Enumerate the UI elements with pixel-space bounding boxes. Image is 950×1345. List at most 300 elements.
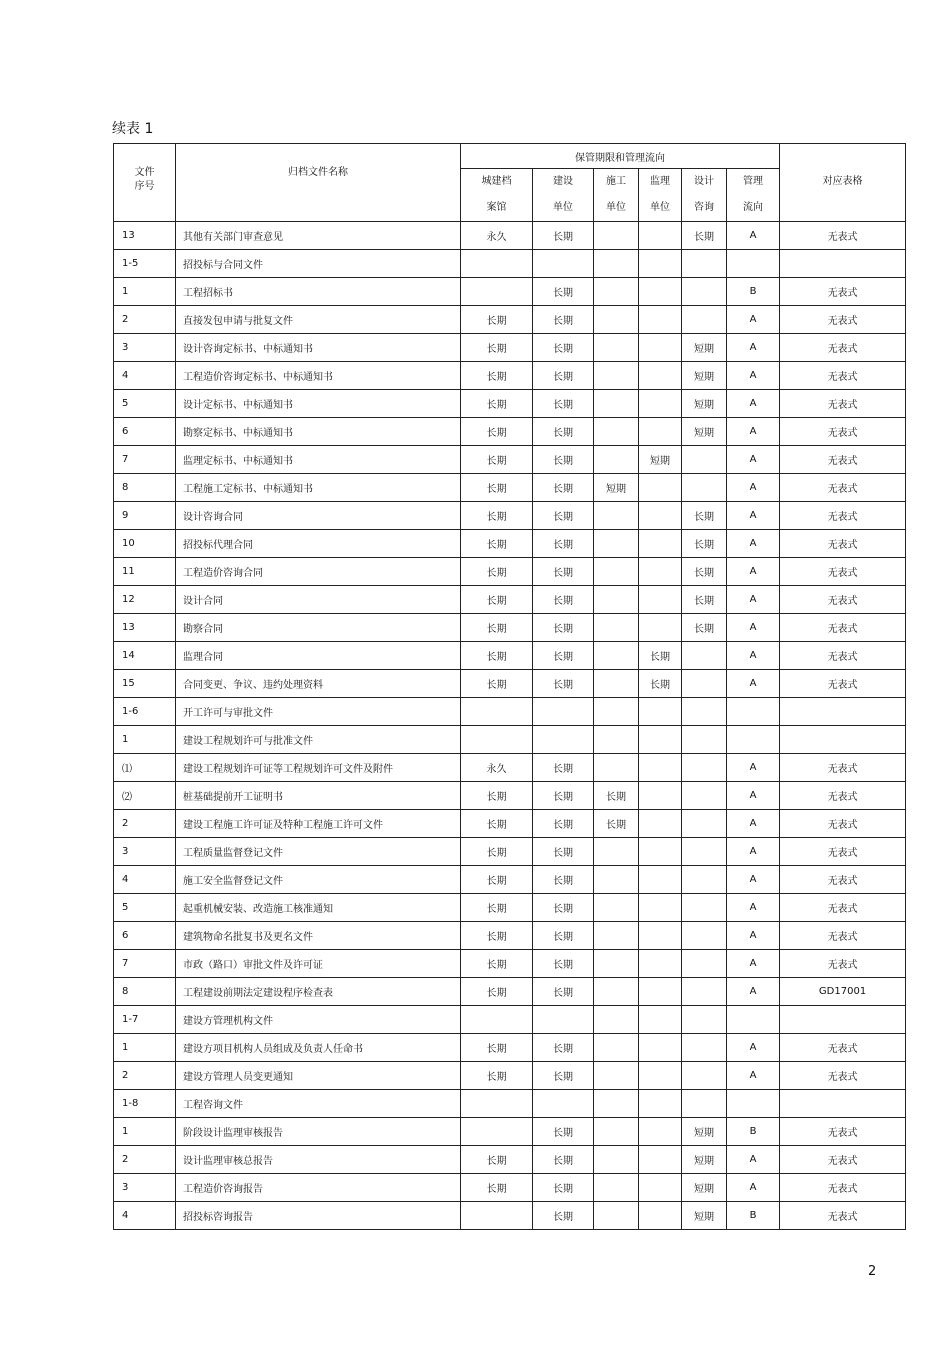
supervisor-unit-cell xyxy=(639,502,682,530)
archive-office-cell: 长期 xyxy=(461,1146,533,1174)
supervisor-unit-cell xyxy=(639,222,682,250)
supervisor-unit-cell xyxy=(639,418,682,446)
archive-office-cell xyxy=(461,1090,533,1118)
construction-unit-cell: 长期 xyxy=(533,222,594,250)
name-cell: 工程质量监督登记文件 xyxy=(176,838,461,866)
construction-unit-cell: 长期 xyxy=(533,502,594,530)
management-flow-cell: A xyxy=(727,754,780,782)
name-cell: 建设方项目机构人员组成及负责人任命书 xyxy=(176,1034,461,1062)
management-flow-cell: A xyxy=(727,1146,780,1174)
serial-cell: 3 xyxy=(114,838,176,866)
archive-office-cell xyxy=(461,250,533,278)
construction-unit-cell: 长期 xyxy=(533,586,594,614)
supervisor-unit-cell xyxy=(639,614,682,642)
supervisor-unit-cell xyxy=(639,1006,682,1034)
form-cell: 无表式 xyxy=(780,1062,906,1090)
builder-unit-cell xyxy=(594,698,639,726)
archive-office-cell xyxy=(461,1118,533,1146)
design-consult-cell xyxy=(682,922,727,950)
name-cell: 勘察定标书、中标通知书 xyxy=(176,418,461,446)
management-flow-cell: A xyxy=(727,950,780,978)
archive-office-cell: 长期 xyxy=(461,810,533,838)
serial-cell: 14 xyxy=(114,642,176,670)
management-flow-cell: A xyxy=(727,502,780,530)
construction-unit-cell: 长期 xyxy=(533,978,594,1006)
supervisor-unit-cell: 长期 xyxy=(639,642,682,670)
design-consult-cell xyxy=(682,838,727,866)
form-cell: 无表式 xyxy=(780,838,906,866)
serial-cell: 3 xyxy=(114,1174,176,1202)
builder-unit-cell xyxy=(594,530,639,558)
management-flow-cell: A xyxy=(727,390,780,418)
name-cell: 设计咨询定标书、中标通知书 xyxy=(176,334,461,362)
construction-unit-cell: 长期 xyxy=(533,558,594,586)
construction-unit-cell: 长期 xyxy=(533,894,594,922)
builder-unit-cell xyxy=(594,362,639,390)
construction-unit-cell: 长期 xyxy=(533,614,594,642)
header-line: 施工 xyxy=(606,176,626,187)
serial-cell: 2 xyxy=(114,1146,176,1174)
form-cell: 无表式 xyxy=(780,670,906,698)
design-consult-cell xyxy=(682,754,727,782)
archive-office-cell: 长期 xyxy=(461,642,533,670)
table-row xyxy=(114,1118,906,1146)
archive-office-cell: 长期 xyxy=(461,1034,533,1062)
archive-office-cell: 长期 xyxy=(461,446,533,474)
construction-unit-cell: 长期 xyxy=(533,1062,594,1090)
supervisor-unit-cell xyxy=(639,558,682,586)
table-row xyxy=(114,530,906,558)
header-line: 城建档 xyxy=(481,176,512,187)
builder-unit-cell xyxy=(594,586,639,614)
serial-cell: 4 xyxy=(114,362,176,390)
name-cell: 开工许可与审批文件 xyxy=(176,698,461,726)
builder-unit-cell xyxy=(594,922,639,950)
builder-unit-cell: 长期 xyxy=(594,782,639,810)
design-consult-cell xyxy=(682,866,727,894)
builder-unit-cell xyxy=(594,978,639,1006)
archive-office-cell: 长期 xyxy=(461,474,533,502)
name-cell: 招投标代理合同 xyxy=(176,530,461,558)
design-consult-cell xyxy=(682,1090,727,1118)
management-flow-cell: A xyxy=(727,810,780,838)
header-construction-unit xyxy=(533,169,594,222)
construction-unit-cell: 长期 xyxy=(533,1118,594,1146)
form-cell: 无表式 xyxy=(780,474,906,502)
supervisor-unit-cell xyxy=(639,1034,682,1062)
supervisor-unit-cell xyxy=(639,810,682,838)
form-cell: 无表式 xyxy=(780,1146,906,1174)
archive-office-cell: 长期 xyxy=(461,306,533,334)
design-consult-cell xyxy=(682,278,727,306)
archive-office-cell: 永久 xyxy=(461,754,533,782)
builder-unit-cell xyxy=(594,894,639,922)
builder-unit-cell xyxy=(594,838,639,866)
header-builder-unit xyxy=(594,169,639,222)
archive-office-cell: 长期 xyxy=(461,502,533,530)
design-consult-cell: 短期 xyxy=(682,1202,727,1230)
table-row xyxy=(114,866,906,894)
supervisor-unit-cell xyxy=(639,698,682,726)
design-consult-cell xyxy=(682,474,727,502)
table-row xyxy=(114,838,906,866)
header-supervisor-unit xyxy=(639,169,682,222)
management-flow-cell: A xyxy=(727,558,780,586)
archive-office-cell: 永久 xyxy=(461,222,533,250)
serial-cell: 11 xyxy=(114,558,176,586)
form-cell: 无表式 xyxy=(780,390,906,418)
archive-office-cell: 长期 xyxy=(461,614,533,642)
serial-cell: 4 xyxy=(114,1202,176,1230)
form-cell xyxy=(780,1006,906,1034)
design-consult-cell xyxy=(682,250,727,278)
supervisor-unit-cell xyxy=(639,278,682,306)
construction-unit-cell: 长期 xyxy=(533,418,594,446)
management-flow-cell: A xyxy=(727,362,780,390)
form-cell: 无表式 xyxy=(780,614,906,642)
archive-office-cell xyxy=(461,698,533,726)
construction-unit-cell: 长期 xyxy=(533,334,594,362)
name-cell: 工程造价咨询报告 xyxy=(176,1174,461,1202)
construction-unit-cell: 长期 xyxy=(533,306,594,334)
builder-unit-cell xyxy=(594,1090,639,1118)
archive-office-cell xyxy=(461,726,533,754)
serial-cell: 1-5 xyxy=(114,250,176,278)
form-cell: 无表式 xyxy=(780,362,906,390)
construction-unit-cell: 长期 xyxy=(533,1174,594,1202)
archive-office-cell: 长期 xyxy=(461,866,533,894)
table-row xyxy=(114,642,906,670)
serial-cell: 5 xyxy=(114,390,176,418)
form-cell: 无表式 xyxy=(780,1034,906,1062)
builder-unit-cell xyxy=(594,1202,639,1230)
management-flow-cell: A xyxy=(727,978,780,1006)
construction-unit-cell: 长期 xyxy=(533,670,594,698)
builder-unit-cell xyxy=(594,306,639,334)
serial-cell: 13 xyxy=(114,222,176,250)
header-retention-group: 保管期限和管理流向 xyxy=(461,144,780,169)
supervisor-unit-cell xyxy=(639,390,682,418)
design-consult-cell xyxy=(682,1034,727,1062)
form-cell xyxy=(780,698,906,726)
header-line: 单位 xyxy=(650,202,670,213)
serial-cell: 6 xyxy=(114,418,176,446)
management-flow-cell: A xyxy=(727,334,780,362)
construction-unit-cell: 长期 xyxy=(533,950,594,978)
header-line: 案馆 xyxy=(486,202,507,213)
supervisor-unit-cell xyxy=(639,950,682,978)
header-archive-office xyxy=(461,169,533,222)
supervisor-unit-cell xyxy=(639,894,682,922)
form-cell: 无表式 xyxy=(780,866,906,894)
name-cell: 直接发包申请与批复文件 xyxy=(176,306,461,334)
builder-unit-cell xyxy=(594,390,639,418)
serial-cell: 15 xyxy=(114,670,176,698)
supervisor-unit-cell xyxy=(639,782,682,810)
table-row xyxy=(114,754,906,782)
serial-cell: 4 xyxy=(114,866,176,894)
form-cell: 无表式 xyxy=(780,222,906,250)
form-cell xyxy=(780,726,906,754)
form-cell: 无表式 xyxy=(780,446,906,474)
archive-office-cell: 长期 xyxy=(461,838,533,866)
archive-office-cell: 长期 xyxy=(461,390,533,418)
form-cell xyxy=(780,250,906,278)
form-cell: 无表式 xyxy=(780,558,906,586)
construction-unit-cell: 长期 xyxy=(533,754,594,782)
name-cell: 设计合同 xyxy=(176,586,461,614)
table-row xyxy=(114,1174,906,1202)
management-flow-cell: A xyxy=(727,530,780,558)
archive-office-cell xyxy=(461,278,533,306)
header-management-flow xyxy=(727,169,780,222)
serial-cell: 1 xyxy=(114,1118,176,1146)
table-row xyxy=(114,362,906,390)
form-cell: 无表式 xyxy=(780,1118,906,1146)
header-line: 单位 xyxy=(606,202,626,213)
table-row xyxy=(114,502,906,530)
design-consult-cell: 长期 xyxy=(682,222,727,250)
builder-unit-cell xyxy=(594,1062,639,1090)
header-line: 建设 xyxy=(553,176,573,187)
construction-unit-cell xyxy=(533,726,594,754)
name-cell: 招投标与合同文件 xyxy=(176,250,461,278)
form-cell: 无表式 xyxy=(780,810,906,838)
archive-office-cell: 长期 xyxy=(461,922,533,950)
design-consult-cell: 短期 xyxy=(682,334,727,362)
header-line: 设计 xyxy=(694,176,714,187)
management-flow-cell: A xyxy=(727,838,780,866)
serial-cell: 9 xyxy=(114,502,176,530)
management-flow-cell: A xyxy=(727,614,780,642)
table-row xyxy=(114,334,906,362)
construction-unit-cell: 长期 xyxy=(533,1034,594,1062)
construction-unit-cell: 长期 xyxy=(533,362,594,390)
archive-office-cell: 长期 xyxy=(461,586,533,614)
construction-unit-cell xyxy=(533,698,594,726)
table-row xyxy=(114,922,906,950)
supervisor-unit-cell xyxy=(639,1062,682,1090)
form-cell: 无表式 xyxy=(780,950,906,978)
design-consult-cell xyxy=(682,782,727,810)
name-cell: 建设工程施工许可证及特种工程施工许可文件 xyxy=(176,810,461,838)
table-row xyxy=(114,614,906,642)
management-flow-cell xyxy=(727,1090,780,1118)
design-consult-cell: 短期 xyxy=(682,418,727,446)
form-cell: 无表式 xyxy=(780,894,906,922)
archive-office-cell: 长期 xyxy=(461,1062,533,1090)
archive-office-cell: 长期 xyxy=(461,334,533,362)
name-cell: 工程施工定标书、中标通知书 xyxy=(176,474,461,502)
construction-unit-cell: 长期 xyxy=(533,922,594,950)
name-cell: 工程招标书 xyxy=(176,278,461,306)
supervisor-unit-cell xyxy=(639,474,682,502)
form-cell: 无表式 xyxy=(780,306,906,334)
archive-office-cell: 长期 xyxy=(461,894,533,922)
builder-unit-cell xyxy=(594,1118,639,1146)
builder-unit-cell xyxy=(594,1006,639,1034)
serial-cell: 8 xyxy=(114,978,176,1006)
supervisor-unit-cell xyxy=(639,250,682,278)
header-line: 单位 xyxy=(553,202,573,213)
builder-unit-cell xyxy=(594,334,639,362)
construction-unit-cell: 长期 xyxy=(533,446,594,474)
table-row xyxy=(114,894,906,922)
construction-unit-cell xyxy=(533,1006,594,1034)
name-cell: 勘察合同 xyxy=(176,614,461,642)
builder-unit-cell: 长期 xyxy=(594,810,639,838)
header-line: 咨询 xyxy=(694,202,714,213)
design-consult-cell: 短期 xyxy=(682,362,727,390)
construction-unit-cell: 长期 xyxy=(533,866,594,894)
design-consult-cell xyxy=(682,1062,727,1090)
design-consult-cell xyxy=(682,306,727,334)
builder-unit-cell xyxy=(594,950,639,978)
name-cell: 设计定标书、中标通知书 xyxy=(176,390,461,418)
builder-unit-cell xyxy=(594,1034,639,1062)
supervisor-unit-cell xyxy=(639,334,682,362)
management-flow-cell xyxy=(727,1006,780,1034)
design-consult-cell xyxy=(682,642,727,670)
management-flow-cell: A xyxy=(727,894,780,922)
table-row xyxy=(114,698,906,726)
supervisor-unit-cell xyxy=(639,306,682,334)
table-row xyxy=(114,1090,906,1118)
management-flow-cell: A xyxy=(727,922,780,950)
management-flow-cell: A xyxy=(727,670,780,698)
archive-office-cell: 长期 xyxy=(461,418,533,446)
serial-cell: 1-7 xyxy=(114,1006,176,1034)
archive-office-cell: 长期 xyxy=(461,362,533,390)
design-consult-cell: 长期 xyxy=(682,530,727,558)
management-flow-cell: B xyxy=(727,1202,780,1230)
builder-unit-cell xyxy=(594,726,639,754)
serial-cell: 13 xyxy=(114,614,176,642)
design-consult-cell xyxy=(682,670,727,698)
design-consult-cell xyxy=(682,1006,727,1034)
builder-unit-cell xyxy=(594,642,639,670)
builder-unit-cell xyxy=(594,418,639,446)
supervisor-unit-cell xyxy=(639,1146,682,1174)
table-row xyxy=(114,474,906,502)
design-consult-cell: 长期 xyxy=(682,502,727,530)
construction-unit-cell: 长期 xyxy=(533,390,594,418)
design-consult-cell xyxy=(682,446,727,474)
serial-cell: 1 xyxy=(114,278,176,306)
supervisor-unit-cell xyxy=(639,866,682,894)
management-flow-cell xyxy=(727,698,780,726)
table-row xyxy=(114,782,906,810)
design-consult-cell: 短期 xyxy=(682,1146,727,1174)
construction-unit-cell xyxy=(533,250,594,278)
serial-cell: 8 xyxy=(114,474,176,502)
serial-cell: 1 xyxy=(114,726,176,754)
supervisor-unit-cell xyxy=(639,726,682,754)
management-flow-cell: A xyxy=(727,866,780,894)
header-serial-line1: 文件 xyxy=(134,167,155,178)
header-serial xyxy=(114,144,176,222)
serial-cell: 7 xyxy=(114,950,176,978)
supervisor-unit-cell xyxy=(639,1174,682,1202)
supervisor-unit-cell xyxy=(639,530,682,558)
header-serial-line2: 序号 xyxy=(134,181,155,192)
construction-unit-cell xyxy=(533,1090,594,1118)
table-row xyxy=(114,278,906,306)
serial-cell: 2 xyxy=(114,1062,176,1090)
form-cell: 无表式 xyxy=(780,530,906,558)
construction-unit-cell: 长期 xyxy=(533,810,594,838)
archive-office-cell: 长期 xyxy=(461,1174,533,1202)
archive-office-cell: 长期 xyxy=(461,782,533,810)
form-cell: 无表式 xyxy=(780,754,906,782)
name-cell: 工程建设前期法定建设程序检查表 xyxy=(176,978,461,1006)
management-flow-cell: A xyxy=(727,642,780,670)
construction-unit-cell: 长期 xyxy=(533,1146,594,1174)
table-row xyxy=(114,950,906,978)
table-row xyxy=(114,418,906,446)
table-row xyxy=(114,1062,906,1090)
header-line: 监理 xyxy=(650,176,670,187)
archive-office-cell: 长期 xyxy=(461,558,533,586)
construction-unit-cell: 长期 xyxy=(533,530,594,558)
name-cell: 工程造价咨询合同 xyxy=(176,558,461,586)
table-row xyxy=(114,810,906,838)
name-cell: 监理合同 xyxy=(176,642,461,670)
table-body xyxy=(114,222,906,1230)
builder-unit-cell xyxy=(594,670,639,698)
header-line: 流向 xyxy=(743,202,764,213)
archive-office-cell: 长期 xyxy=(461,530,533,558)
table-caption: 续表 1 xyxy=(112,121,154,137)
design-consult-cell xyxy=(682,726,727,754)
management-flow-cell: A xyxy=(727,586,780,614)
name-cell: 合同变更、争议、违约处理资料 xyxy=(176,670,461,698)
archive-office-cell: 长期 xyxy=(461,978,533,1006)
builder-unit-cell xyxy=(594,1174,639,1202)
serial-cell: 6 xyxy=(114,922,176,950)
form-cell xyxy=(780,1090,906,1118)
builder-unit-cell xyxy=(594,222,639,250)
form-cell: 无表式 xyxy=(780,1202,906,1230)
table-row xyxy=(114,586,906,614)
table-row xyxy=(114,978,906,1006)
supervisor-unit-cell: 短期 xyxy=(639,446,682,474)
management-flow-cell: A xyxy=(727,1174,780,1202)
supervisor-unit-cell: 长期 xyxy=(639,670,682,698)
serial-cell: 10 xyxy=(114,530,176,558)
design-consult-cell: 长期 xyxy=(682,614,727,642)
builder-unit-cell xyxy=(594,1146,639,1174)
builder-unit-cell xyxy=(594,754,639,782)
table-row xyxy=(114,250,906,278)
name-cell: 工程造价咨询定标书、中标通知书 xyxy=(176,362,461,390)
management-flow-cell: A xyxy=(727,306,780,334)
name-cell: 桩基础提前开工证明书 xyxy=(176,782,461,810)
management-flow-cell: A xyxy=(727,474,780,502)
form-cell: 无表式 xyxy=(780,922,906,950)
design-consult-cell: 短期 xyxy=(682,1118,727,1146)
design-consult-cell xyxy=(682,894,727,922)
form-cell: 无表式 xyxy=(780,278,906,306)
serial-cell: 2 xyxy=(114,810,176,838)
name-cell: 建筑物命名批复书及更名文件 xyxy=(176,922,461,950)
name-cell: 市政（路口）审批文件及许可证 xyxy=(176,950,461,978)
name-cell: 招投标咨询报告 xyxy=(176,1202,461,1230)
supervisor-unit-cell xyxy=(639,362,682,390)
builder-unit-cell xyxy=(594,446,639,474)
name-cell: 建设方管理人员变更通知 xyxy=(176,1062,461,1090)
design-consult-cell xyxy=(682,810,727,838)
